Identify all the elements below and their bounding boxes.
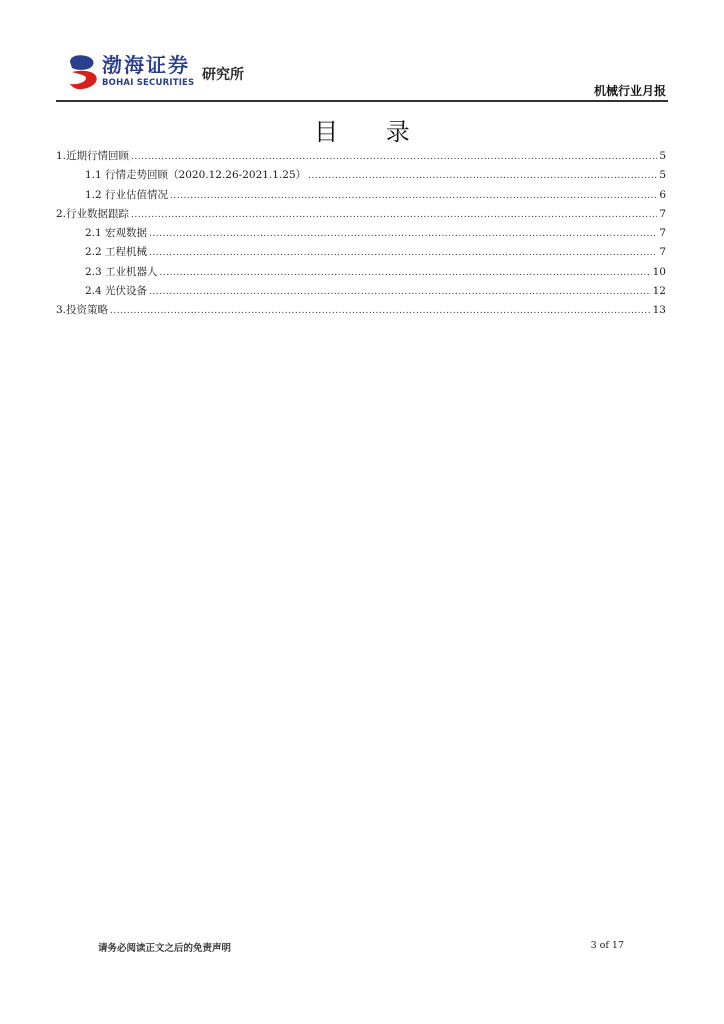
toc-entry-page: 10 xyxy=(652,265,666,278)
toc-dot-leader xyxy=(131,148,657,167)
header-rule xyxy=(56,100,668,102)
toc-dot-leader xyxy=(131,206,657,225)
toc-dot-leader xyxy=(149,283,651,302)
brand-institute: 研究所 xyxy=(202,67,244,83)
toc-entry-label: 3.投资策略 xyxy=(56,304,109,317)
report-header xyxy=(66,52,666,100)
brand-name-en: BOHAI SECURITIES xyxy=(102,78,195,88)
toc-entry-2-3[interactable] xyxy=(56,263,666,282)
toc-entry-1-1[interactable] xyxy=(56,166,666,185)
toc-dot-leader xyxy=(110,302,651,321)
toc-dot-leader xyxy=(149,244,657,263)
bohai-logo-icon xyxy=(66,54,100,92)
toc-entry-label: 2.2 工程机械 xyxy=(85,246,148,259)
toc-entry-page: 7 xyxy=(659,246,666,259)
toc-entry-label: 1.近期行情回顾 xyxy=(56,150,130,162)
toc-entry-page: 12 xyxy=(652,285,666,298)
toc-entry-label: 1.2 行业估值情况 xyxy=(85,188,169,201)
toc-entry-page: 6 xyxy=(659,188,666,201)
toc-entry-page: 5 xyxy=(659,150,666,162)
table-of-contents xyxy=(56,147,666,321)
toc-entry-1-2[interactable] xyxy=(56,186,666,205)
toc-dot-leader xyxy=(160,264,651,283)
toc-entry-label: 2.1 宏观数据 xyxy=(85,227,148,240)
toc-title: 目 录 xyxy=(314,118,430,146)
toc-entry-label: 1.1 行情走势回顾（2020.12.26-2021.1.25） xyxy=(85,169,307,182)
footer-disclaimer: 请务必阅读正文之后的免责声明 xyxy=(98,943,232,954)
toc-entry-page: 7 xyxy=(659,207,666,220)
toc-entry-page: 13 xyxy=(652,304,666,317)
toc-dot-leader xyxy=(149,225,657,244)
footer-page-number: 3 of 17 xyxy=(590,940,624,951)
toc-entry-2-4[interactable] xyxy=(56,282,666,301)
toc-entry-label: 2.4 光伏设备 xyxy=(85,285,148,298)
brand-name-cn: 渤海证券 xyxy=(102,53,190,77)
toc-entry-page: 7 xyxy=(659,227,666,240)
toc-entry-3[interactable] xyxy=(56,301,666,320)
toc-entry-2-1[interactable] xyxy=(56,224,666,243)
toc-dot-leader xyxy=(170,187,657,206)
report-type: 机械行业月报 xyxy=(593,84,666,98)
toc-entry-page: 5 xyxy=(659,169,666,182)
toc-dot-leader xyxy=(308,167,657,186)
toc-entry-label: 2.行业数据跟踪 xyxy=(56,207,130,220)
toc-entry-1[interactable] xyxy=(56,147,666,166)
toc-entry-2-2[interactable] xyxy=(56,243,666,262)
toc-entry-label: 2.3 工业机器人 xyxy=(85,265,158,278)
toc-entry-2[interactable] xyxy=(56,205,666,224)
